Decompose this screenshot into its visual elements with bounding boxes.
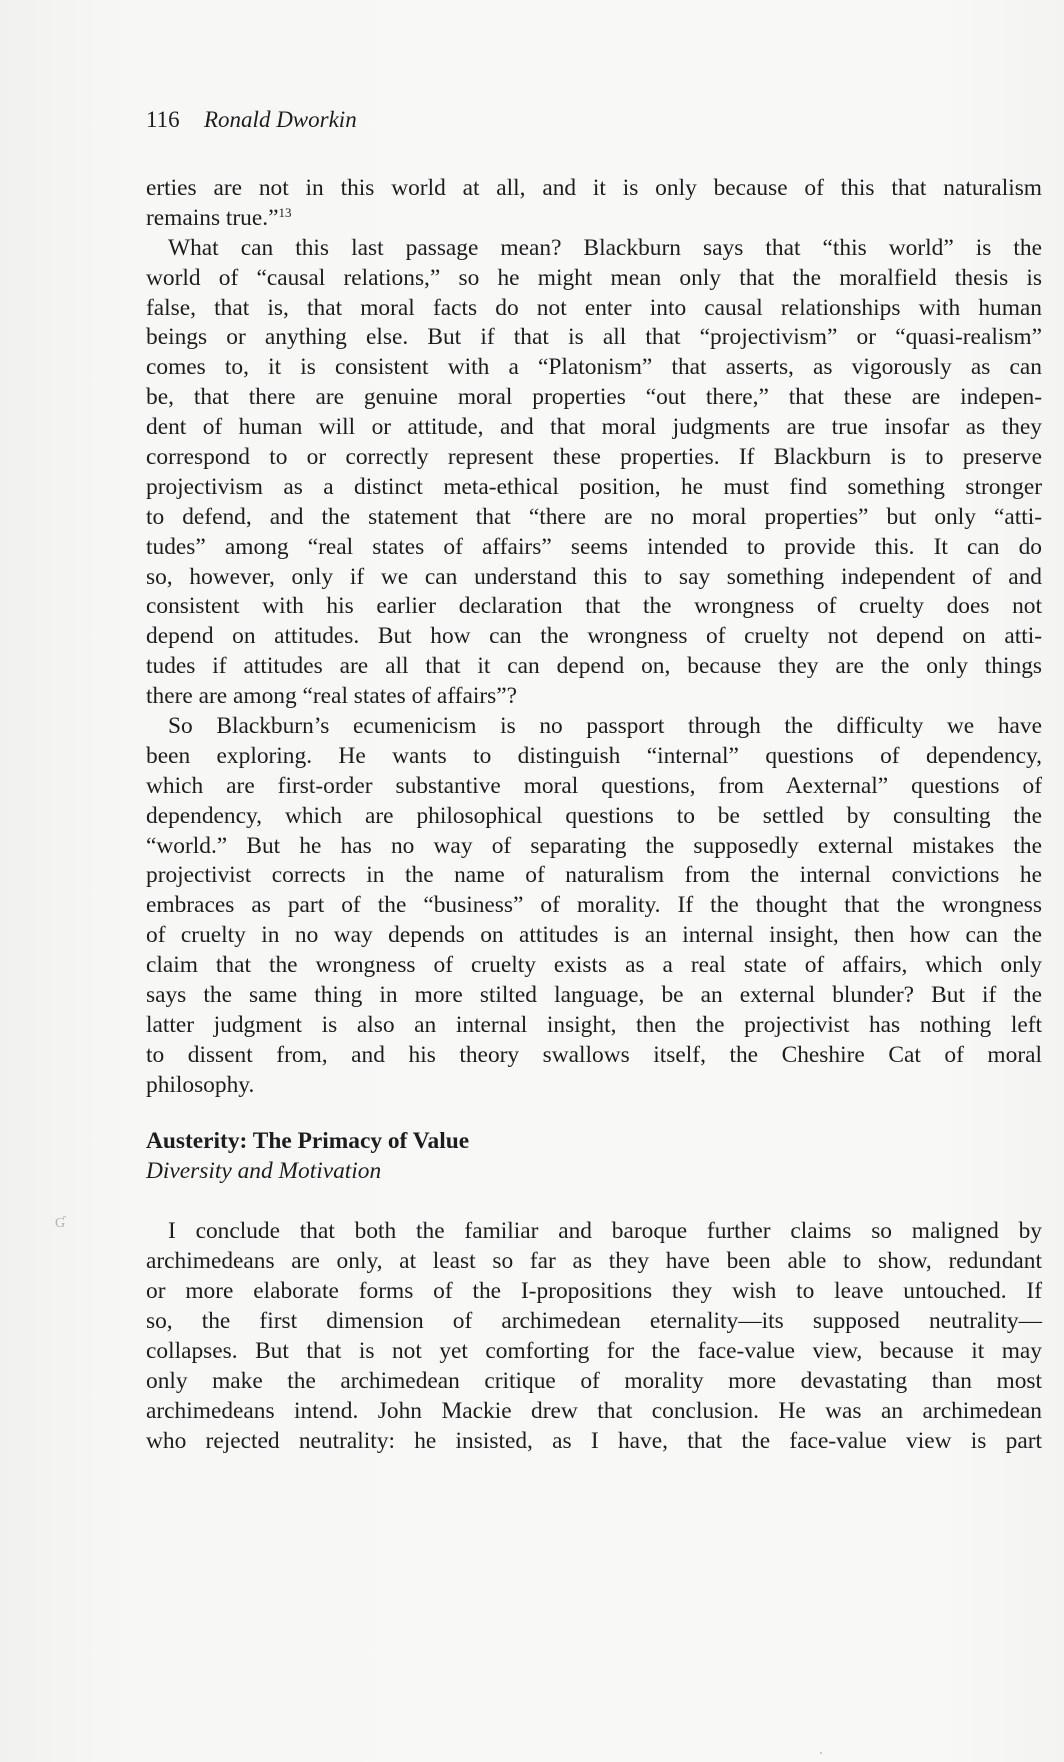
text-line: What can this last passage mean? Blackburn says that “this world” is the (168, 234, 1042, 261)
scan-speck (820, 1752, 822, 1754)
text-line: tudes” among “real states of affairs” seems intended to provide this. It can do (146, 533, 1042, 560)
section-header (146, 1127, 1042, 1187)
paragraph-continued (146, 174, 1042, 234)
section-heading: Austerity: The Primacy of Value (146, 1127, 470, 1154)
text-line (146, 204, 1042, 234)
text-line: archimedeans intend. John Mackie drew that conclusion. He was an archimedean (146, 1397, 1042, 1424)
text-line: to defend, and the statement that “there are no moral properties” but only “atti- (146, 503, 1042, 530)
text-line-content: remains true.” (146, 204, 279, 231)
text-line: world of “causal relations,” so he might mean only that the moralfield thesis is (146, 264, 1042, 291)
text-line: dependency, which are philosophical questions to be settled by consulting the (146, 802, 1042, 829)
text-line: there are among “real states of affairs”? (146, 683, 518, 710)
footnote-reference[interactable]: 13 (278, 204, 292, 220)
spacer (146, 1186, 1042, 1217)
running-head-author: Ronald Dworkin (204, 107, 357, 132)
text-line: only make the archimedean critique of morality more devastating than most (146, 1367, 1042, 1394)
text-line: embraces as part of the “business” of morality. If the thought that the wrongness (146, 892, 1042, 919)
text-line: archimedeans are only, at least so far as they have been able to show, redundant (146, 1248, 1042, 1275)
running-head (146, 105, 357, 135)
text-line: consistent with his earlier declaration that the wrongness of cruelty does not (146, 593, 1042, 620)
text-line: “world.” But he has no way of separating the supposedly external mistakes the (146, 832, 1042, 859)
text-line: I conclude that both the familiar and baroque further claims so maligned by (168, 1218, 1042, 1245)
text-line: correspond to or correctly represent these properties. If Blackburn is to preserve (146, 444, 1042, 471)
text-line: to dissent from, and his theory swallows itself, the Cheshire Cat of moral (146, 1041, 1042, 1068)
text-line: depend on attitudes. But how can the wrongness of cruelty not depend on atti- (146, 623, 1042, 650)
paragraph (146, 712, 1042, 1101)
text-line: who rejected neutrality: he insisted, as I have, that the face-value view is part (146, 1427, 1042, 1454)
text-line: beings or anything else. But if that is all that “projectivism” or “quasi-realism” (146, 324, 1042, 351)
text-line: So Blackburn’s ecumenicism is no passport through the difficulty we have (168, 713, 1042, 740)
text-line: tudes if attitudes are all that it can depend on, because they are the only things (146, 653, 1042, 680)
section-subheading: Diversity and Motivation (146, 1157, 382, 1184)
text-line: philosophy. (146, 1071, 255, 1098)
text-line: so, the first dimension of archimedean eternality—its supposed neutrality— (146, 1308, 1042, 1335)
text-line: false, that is, that moral facts do not enter into causal relationships with human (146, 294, 1042, 321)
paragraph (146, 234, 1042, 712)
text-line: erties are not in this world at all, and it is only because of this that naturalism (146, 175, 1042, 201)
body-text (146, 174, 1042, 1457)
spacer (146, 1101, 1042, 1127)
text-line: says the same thing in more stilted language, be an external blunder? But if the (146, 982, 1042, 1009)
text-line: claim that the wrongness of cruelty exists as a real state of affairs, which only (146, 952, 1042, 979)
text-line: projectivism as a distinct meta-ethical position, he must find something stronger (146, 473, 1042, 500)
text-line: collapses. But that is not yet comforting for the face-value view, because it may (146, 1337, 1042, 1364)
text-line: comes to, it is consistent with a “Platonism” that asserts, as vigorously as can (146, 354, 1042, 381)
paragraph (146, 1217, 1042, 1456)
text-line: been exploring. He wants to distinguish “internal” questions of dependency, (146, 742, 1042, 769)
text-line: of cruelty in no way depends on attitudes is an internal insight, then how can the (146, 922, 1042, 949)
text-line: dent of human will or attitude, and that moral judgments are true insofar as they (146, 414, 1042, 441)
text-line: so, however, only if we can understand this to say something independent of and (146, 563, 1042, 590)
margin-scan-mark: Ɠ (55, 1216, 66, 1231)
text-line: be, that there are genuine moral properties “out there,” that these are indepen- (146, 384, 1042, 411)
text-line: or more elaborate forms of the I-propositions they wish to leave untouched. If (146, 1278, 1042, 1305)
text-line: projectivist corrects in the name of naturalism from the internal convictions he (146, 862, 1042, 889)
text-line: latter judgment is also an internal insight, then the projectivist has nothing left (146, 1011, 1042, 1038)
text-line: which are first-order substantive moral questions, from Aexternal” questions of (146, 772, 1042, 799)
page-number: 116 (146, 107, 180, 132)
